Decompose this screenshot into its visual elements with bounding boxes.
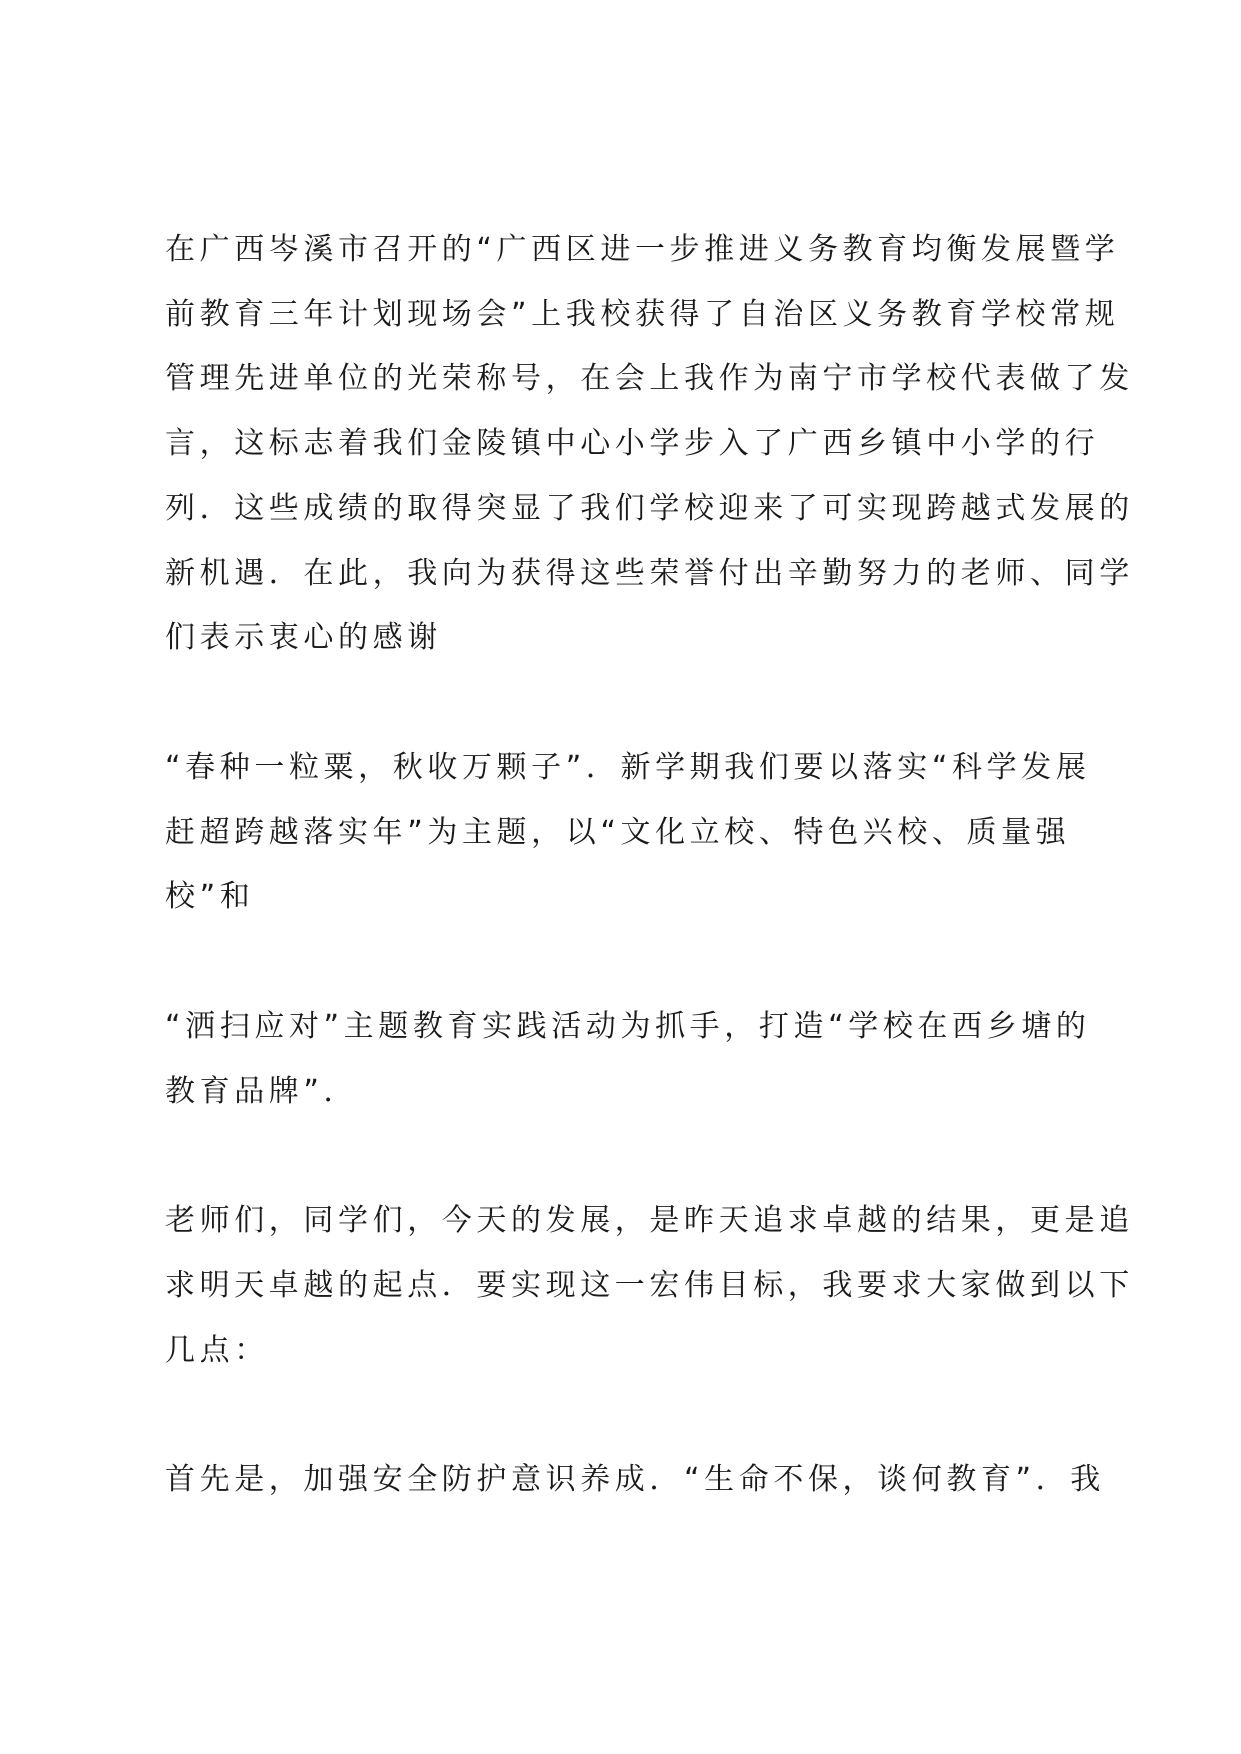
text-line: 教育品牌”． xyxy=(165,1074,359,1109)
text-line: 几点： xyxy=(165,1333,269,1368)
text-line: 新机遇．在此，我向为获得这些荣誉付出辛勤努力的老师、同学 xyxy=(165,556,1134,591)
text-line: “洒扫应对”主题教育实践活动为抓手，打造“学校在西乡塘的 xyxy=(165,1009,1091,1044)
text-line: 前教育三年计划现场会”上我校获得了自治区义务教育学校常规 xyxy=(165,297,1120,332)
text-line: 管理先进单位的光荣称号，在会上我作为南宁市学校代表做了发 xyxy=(165,361,1134,396)
text-line: 校”和 xyxy=(165,879,255,914)
text-line: 求明天卓越的起点．要实现这一宏伟目标，我要求大家做到以下 xyxy=(165,1268,1134,1303)
text-line: 首先是，加强安全防护意识养成．“生命不保，谈何教育”．我 xyxy=(165,1462,1105,1497)
text-line: 赶超跨越落实年”为主题，以“文化立校、特色兴校、质量强 xyxy=(165,815,1071,850)
text-line: 老师们，同学们，今天的发展，是昨天追求卓越的结果，更是追 xyxy=(165,1203,1134,1238)
text-line: 言，这标志着我们金陵镇中心小学步入了广西乡镇中小学的行 xyxy=(165,426,1100,461)
text-line: 列．这些成绩的取得突显了我们学校迎来了可实现跨越式发展的 xyxy=(165,491,1134,526)
text-line: “春种一粒粟，秋收万颗子”．新学期我们要以落实“科学发展 xyxy=(165,750,1091,785)
text-line: 们表示衷心的感谢 xyxy=(165,620,442,655)
text-line: 在广西岑溪市召开的“广西区进一步推进义务教育均衡发展暨学 xyxy=(165,232,1120,267)
